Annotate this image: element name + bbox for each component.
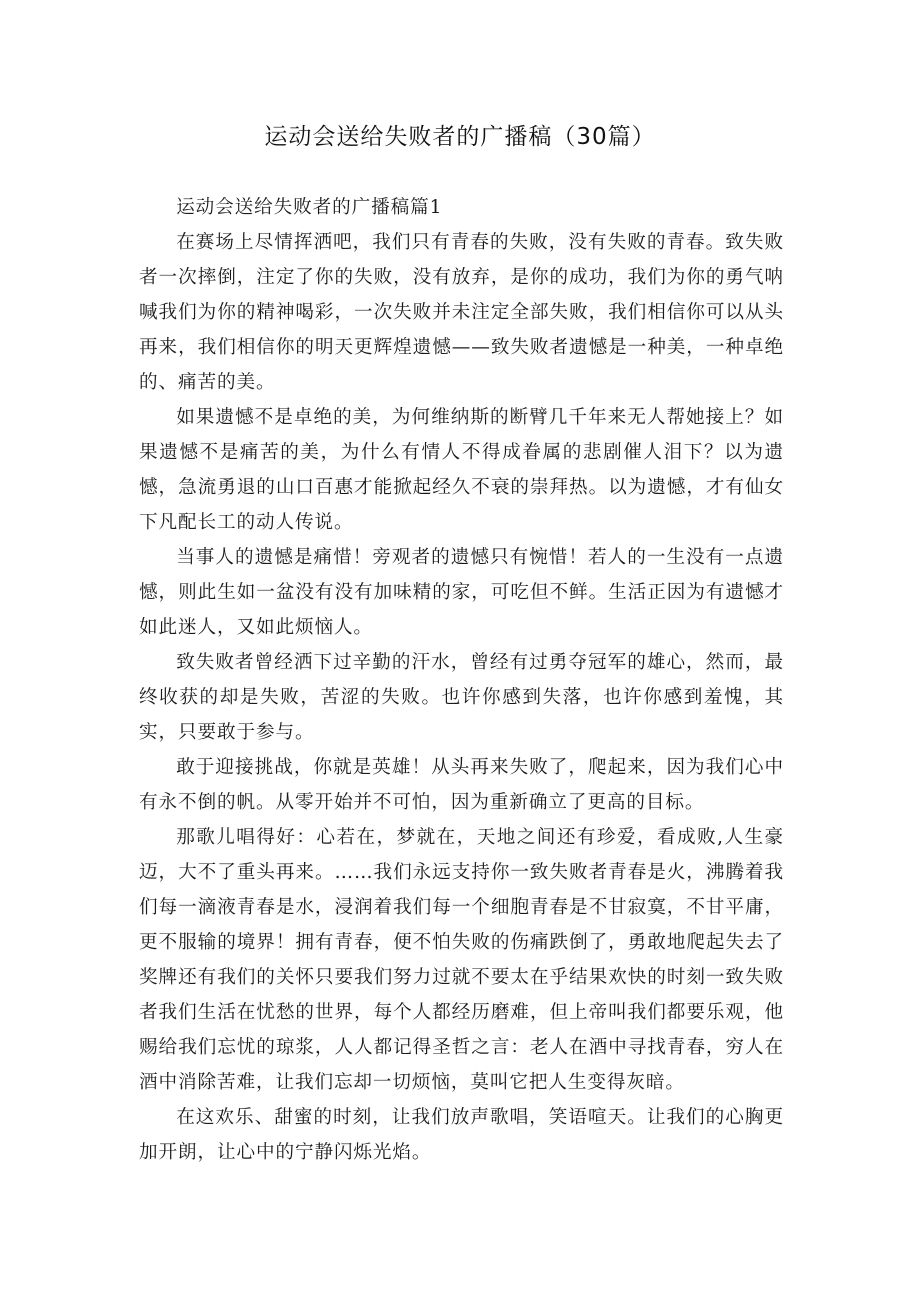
document-title: 运动会送给失败者的广播稿（30篇） <box>264 124 656 150</box>
paragraph: 那歌儿唱得好：心若在，梦就在，天地之间还有珍爱，看成败,人生豪迈，大不了重头再来。……我们永远支持你一致失败者青春是火，沸腾着我们每一滴液青春是水，浸润着我们每一个细胞青春是不甘寂寞，不甘平庸，更不服输的境界！拥有青春，便不怕失败的伤痛跌倒了，勇敢地爬起失去了奖牌还有我们的关怀只要我们努力过就不要太在乎结果欢快的时刻一致失败者我们生活在忧愁的世界，每个人都经历磨难，但上帝叫我们都要乐观，他赐给我们忘忧的琼浆，人人都记得圣哲之言：老人在酒中寻找青春，穷人在酒中消除苦难，让我们忘却一切烦恼，莫叫它把人生变得灰暗。 <box>139 827 784 1093</box>
paragraph: 敢于迎接挑战，你就是英雄！从头再来失败了，爬起来，因为我们心中有永不倒的帆。从零开始并不可怕，因为重新确立了更高的目标。 <box>139 757 784 813</box>
paragraph: 致失败者曾经洒下过辛勤的汗水，曾经有过勇夺冠军的雄心，然而，最终收获的却是失败，苦涩的失败。也许你感到失落，也许你感到羞愧，其实，只要敢于参与。 <box>139 652 784 743</box>
paragraph: 在这欢乐、甜蜜的时刻，让我们放声歌唱，笑语喧天。让我们的心胸更加开朗，让心中的宁静闪烁光焰。 <box>139 1107 784 1163</box>
paragraph: 在赛场上尽情挥洒吧，我们只有青春的失败，没有失败的青春。致失败者一次摔倒，注定了你的失败，没有放弃，是你的成功，我们为你的勇气呐喊我们为你的精神喝彩，一次失败并未注定全部失败，我们相信你可以从头再来，我们相信你的明天更辉煌遗憾——致失败者遗憾是一种美，一种卓绝的、痛苦的美。 <box>139 232 784 393</box>
document-body <box>139 190 784 1170</box>
paragraph: 当事人的遗憾是痛惜！旁观者的遗憾只有惋惜！若人的一生没有一点遗憾，则此生如一盆没有没有加味精的家，可吃但不鲜。生活正因为有遗憾才如此迷人，又如此烦恼人。 <box>139 547 784 638</box>
section-heading: 运动会送给失败者的广播稿篇1 <box>176 197 443 218</box>
paragraph: 如果遗憾不是卓绝的美，为何维纳斯的断臂几千年来无人帮她接上？如果遗憾不是痛苦的美，为什么有情人不得成眷属的悲剧催人泪下？以为遗憾，急流勇退的山口百惠才能掀起经久不衰的崇拜热。以为遗憾，才有仙女下凡配长工的动人传说。 <box>139 407 784 533</box>
